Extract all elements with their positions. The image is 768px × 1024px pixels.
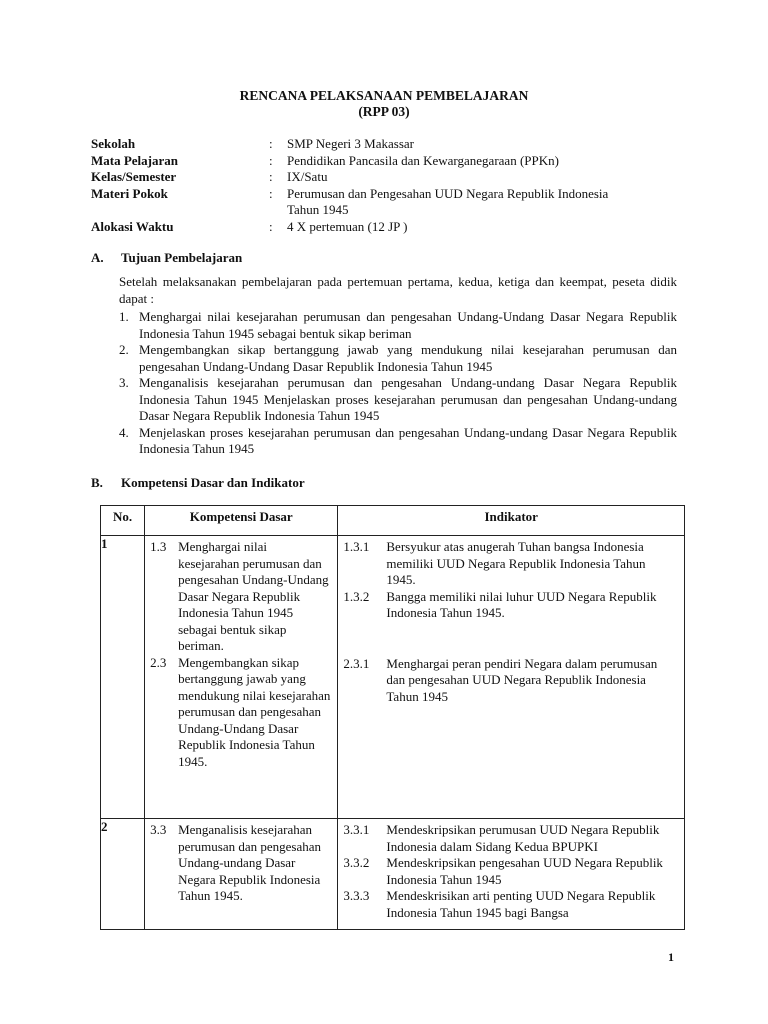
meta-label: Materi Pokok [91,185,168,201]
indikator-code: 1.3.2 [343,588,370,604]
page-number: 1 [668,950,674,964]
indikator-code: 3.3.3 [343,888,370,903]
meta-value: Pendidikan Pancasila dan Kewarganegaraan (PPKn) [287,152,559,168]
section-title: Kompetensi Dasar dan Indikator [121,475,305,490]
list-number: 3. [119,375,129,390]
row-number: 1 [101,536,145,819]
indikator-code: 2.3.1 [343,655,370,671]
section-b-heading [91,475,305,492]
list-item [119,342,677,375]
table-row [101,819,685,930]
document-title: RENCANA PELAKSANAAN PEMBELAJARAN [239,88,529,103]
indikator-entry [338,822,684,855]
meta-row-sekolah [91,136,691,153]
list-number: 4. [119,424,129,440]
table-row [101,536,685,819]
indikator-text: Mendeskripsikan perumusan UUD Negara Republik Indonesia dalam Sidang Kedua BPUPKI [386,822,660,854]
list-text: Mengembangkan sikap bertanggung jawab yang mendukung nilai kesejarahan perumusan dan pengesahan Undang-Undang Dasar Republik Indonesia Tahun 1945 [139,342,677,374]
indikator-entry [338,589,684,622]
kd-cell [145,819,338,930]
indikator-cell [338,536,685,819]
header-indikator: Indikator [338,506,685,536]
list-item [119,375,677,425]
meta-row-alokasi-waktu [91,219,691,236]
row-number: 2 [101,819,145,930]
indikator-entry [338,888,684,921]
kd-entry [145,539,337,655]
meta-row-materi-pokok [91,186,691,219]
header-kompetensi-dasar: Kompetensi Dasar [145,506,338,536]
section-letter: B. [91,475,103,490]
meta-colon: : [269,152,273,168]
indikator-text: Bangga memiliki nilai luhur UUD Negara Republik Indonesia Tahun 1945. [386,588,657,620]
kd-text: Mengembangkan sikap bertanggung jawab yang mendukung nilai kesejarahan perumusan dan pengesahan Undang-Undang Dasar Republik Indonesia Tahun 1945. [178,654,331,769]
kd-code: 3.3 [150,822,167,837]
meta-value: IX/Satu [287,169,328,184]
meta-colon: : [269,218,273,234]
meta-value: SMP Negeri 3 Makassar [287,136,414,151]
indikator-code: 1.3.1 [343,539,370,554]
indikator-code: 3.3.1 [343,822,370,837]
kd-text: Menghargai nilai kesejarahan perumusan dan pengesahan Undang-Undang Dasar Negara Republik Indonesia Tahun 1945 sebagai bentuk sikap beriman. [178,539,329,653]
section-a-heading [91,250,242,267]
meta-label: Sekolah [91,136,136,151]
meta-label: Kelas/Semester [91,169,177,184]
meta-row-mata-pelajaran [91,153,691,170]
list-text: Menganalisis kesejarahan perumusan dan pengesahan Undang-undang Dasar Negara Republik Indonesia Tahun 1945 Menjelaskan proses kesejarahan perumusan dan pengesahan Undang-undang Dasar Negara Republik Indonesia Tahun 1945 [139,375,677,423]
list-item [119,425,677,458]
indikator-text: Menghargai peran pendiri Negara dalam perumusan dan pengesahan UUD Negara Republik Indonesia Tahun 1945 [386,655,658,704]
indikator-text: Mendeskrisikan arti penting UUD Negara Republik Indonesia Tahun 1945 bagi Bangsa [386,888,656,920]
meta-label: Alokasi Waktu [91,218,174,234]
kd-entry [145,822,337,905]
kd-text: Menganalisis kesejarahan perumusan dan pengesahan Undang-undang Dasar Negara Republik Indonesia Tahun 1945. [178,822,322,903]
indikator-text: Mendeskripsikan pengesahan UUD Negara Republik Indonesia Tahun 1945 [386,855,663,887]
table-header-row [101,506,685,536]
list-number: 1. [119,309,129,324]
objectives-list [119,309,677,458]
list-number: 2. [119,342,129,357]
meta-value: 4 X pertemuan (12 JP ) [287,218,408,234]
indikator-entry [338,539,684,589]
section-letter: A. [91,250,104,265]
indikator-entry [338,656,684,706]
indikator-cell [338,819,685,930]
indikator-text: Bersyukur atas anugerah Tuhan bangsa Indonesia memiliki UUD Negara Republik Indonesia Tahun 1945. [386,539,646,587]
meta-colon: : [269,185,273,201]
meta-colon: : [269,136,273,151]
kd-cell [145,536,338,819]
competency-table [100,505,685,930]
list-text: Menjelaskan proses kesejarahan perumusan dan pengesahan Undang-undang Dasar Negara Republik Indonesia Tahun 1945 [139,424,677,456]
kd-entry [145,655,337,771]
document-subtitle: (RPP 03) [358,104,410,119]
meta-block [91,136,691,235]
indikator-code: 3.3.2 [343,855,370,870]
meta-label: Mata Pelajaran [91,152,179,168]
kd-code: 1.3 [150,539,167,554]
list-item [119,309,677,342]
meta-colon: : [269,169,273,184]
kd-code: 2.3 [150,654,167,670]
objectives-intro: Setelah melaksanakan pembelajaran pada pertemuan pertama, kedua, ketiga dan keempat, peseta didik dapat : [119,274,677,306]
meta-row-kelas-semester [91,169,691,186]
section-title: Tujuan Pembelajaran [121,250,243,265]
meta-value: Perumusan dan Pengesahan UUD Negara Republik Indonesia Tahun 1945 [287,185,609,217]
list-text: Menghargai nilai kesejarahan perumusan dan pengesahan Undang-Undang Dasar Negara Republik Indonesia Tahun 1945 sebagai bentuk sikap beriman [139,309,677,341]
header-no: No. [101,506,145,536]
indikator-entry [338,855,684,888]
